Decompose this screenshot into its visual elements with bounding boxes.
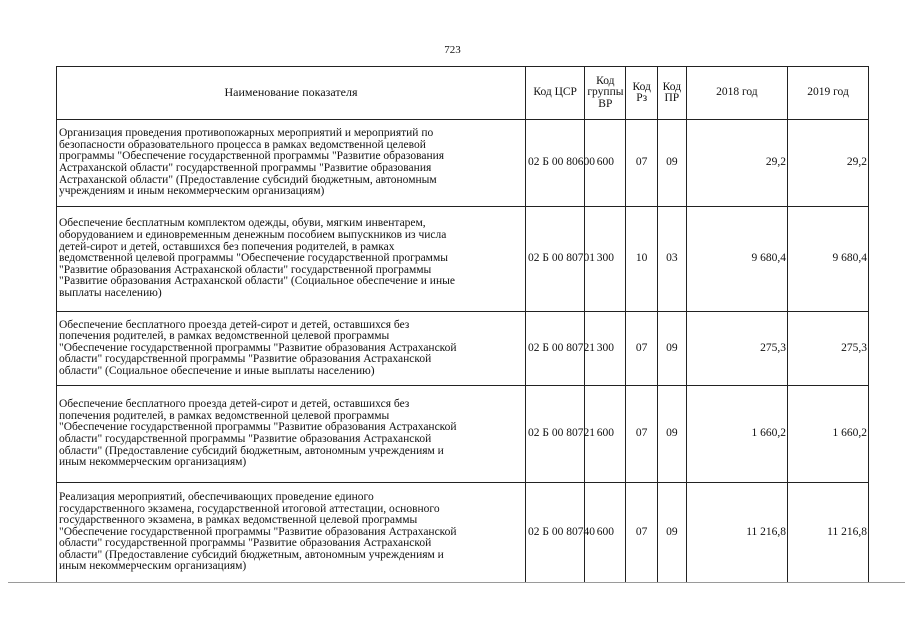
page-number: 723: [444, 44, 461, 56]
table-row: [57, 207, 869, 312]
row-pr-code: 09: [658, 386, 687, 483]
row-vr-code: 600: [585, 483, 626, 583]
table-row: [57, 483, 869, 583]
table-header: [57, 67, 869, 120]
row-value-2019: 1 660,2: [788, 386, 869, 483]
row-value-2019: 9 680,4: [788, 207, 869, 312]
header-pr-code: Код ПР: [658, 67, 687, 120]
header-vr-code: Код группы ВР: [585, 67, 626, 120]
row-indicator-name: Реализация мероприятий, обеспечивающих проведение единого государственного экзамена, государственной итоговой аттестации, основного государственного экзамена, в рамках ведомственной целевой программы "Обеспечение государственной программы "Развитие образования Астраханской области" государственной программы "Развитие образования Астраханской области" (Предоставление субсидий бюджетным, автономным учреждениям и иным некоммерческим организациям): [57, 483, 526, 583]
row-value-2019: 11 216,8: [788, 483, 869, 583]
row-indicator-name: Организация проведения противопожарных мероприятий и мероприятий по безопасности образовательного процесса в рамках ведомственной целевой программы "Обеспечение государственной программы "Развитие образования Астраханской области" государственной программы "Развитие образования Астраханской области" (Предоставление субсидий бюджетным, автономным учреждениям и иным некоммерческим организациям): [57, 120, 526, 207]
row-pr-code: 09: [658, 483, 687, 583]
row-rz-code: 10: [626, 207, 658, 312]
header-year-2018: 2018 год: [686, 67, 787, 120]
row-pr-code: 09: [658, 312, 687, 386]
header-rz-code: Код Рз: [626, 67, 658, 120]
row-value-2018: 275,3: [686, 312, 787, 386]
row-pr-code: 03: [658, 207, 687, 312]
row-vr-code: 300: [585, 207, 626, 312]
row-value-2018: 9 680,4: [686, 207, 787, 312]
row-indicator-name: Обеспечение бесплатного проезда детей-сирот и детей, оставшихся без попечения родителей, в рамках ведомственной целевой программы "Обеспечение государственной программы "Развитие образования Астраханской области" государственной программы "Развитие образования Астраханской области" (Предоставление субсидий бюджетным, автономным учреждениям и иным некоммерческим организациям): [57, 386, 526, 483]
row-value-2018: 1 660,2: [686, 386, 787, 483]
page-fold-line: [8, 582, 905, 583]
row-value-2018: 11 216,8: [686, 483, 787, 583]
row-value-2019: 29,2: [788, 120, 869, 207]
row-pr-code: 09: [658, 120, 687, 207]
row-csr-code: 02 Б 00 80740: [525, 483, 584, 583]
header-year-2019: 2019 год: [788, 67, 869, 120]
row-indicator-name: Обеспечение бесплатным комплектом одежды, обуви, мягким инвентарем, оборудованием и единовременным денежным пособием выпускников из числа детей-сирот и детей, оставшихся без попечения родителей, в рамках ведомственной целевой программы "Обеспечение государственной программы "Развитие образования Астраханской области" государственной программы "Развитие образования Астраханской области" (Социальное обеспечение и иные выплаты населению): [57, 207, 526, 312]
row-csr-code: 02 Б 00 80701: [525, 207, 584, 312]
table-row: [57, 312, 869, 386]
row-rz-code: 07: [626, 120, 658, 207]
row-vr-code: 600: [585, 120, 626, 207]
row-csr-code: 02 Б 00 80721: [525, 312, 584, 386]
row-csr-code: 02 Б 00 80600: [525, 120, 584, 207]
table-body: [57, 120, 869, 583]
row-indicator-name: Обеспечение бесплатного проезда детей-сирот и детей, оставшихся без попечения родителей, в рамках ведомственной целевой программы "Обеспечение государственной программы "Развитие образования Астраханской области" государственной программы "Развитие образования Астраханской области" (Социальное обеспечение и иные выплаты населению): [57, 312, 526, 386]
row-vr-code: 300: [585, 312, 626, 386]
row-rz-code: 07: [626, 483, 658, 583]
row-rz-code: 07: [626, 386, 658, 483]
table-row: [57, 120, 869, 207]
row-csr-code: 02 Б 00 80721: [525, 386, 584, 483]
row-vr-code: 600: [585, 386, 626, 483]
table-row: [57, 386, 869, 483]
row-value-2019: 275,3: [788, 312, 869, 386]
header-indicator-name: Наименование показателя: [57, 67, 526, 120]
row-rz-code: 07: [626, 312, 658, 386]
row-value-2018: 29,2: [686, 120, 787, 207]
header-row: [57, 67, 869, 120]
header-csr-code: Код ЦСР: [525, 67, 584, 120]
budget-table: [56, 66, 869, 583]
